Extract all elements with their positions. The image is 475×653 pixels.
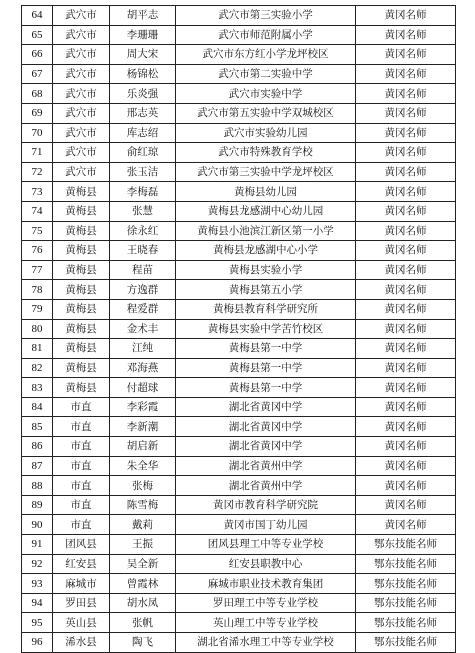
teacher-name-cell: 周大宋 [110, 45, 176, 65]
school-cell: 黄梅县教育科学研究所 [176, 299, 356, 319]
region-cell: 武穴市 [53, 25, 110, 45]
teacher-name-cell: 徐永红 [110, 221, 176, 241]
honor-title-cell: 黄冈名师 [356, 358, 456, 378]
honor-title-cell: 鄂东技能名师 [356, 613, 456, 633]
region-cell: 黄梅县 [53, 182, 110, 202]
teacher-name-cell: 李彩霞 [110, 397, 176, 417]
region-cell: 黄梅县 [53, 221, 110, 241]
school-cell: 黄梅县龙感湖中心幼儿园 [176, 201, 356, 221]
table-row [22, 417, 456, 437]
honor-title-cell: 黄冈名师 [356, 143, 456, 163]
table-row [22, 319, 456, 339]
row-number-cell: 84 [22, 397, 53, 417]
school-cell: 黄冈市国丁幼儿园 [176, 515, 356, 535]
school-cell: 湖北省黄冈中学 [176, 417, 356, 437]
table-row [22, 201, 456, 221]
school-cell: 武穴市第三实验中学龙坪校区 [176, 162, 356, 182]
table-row [22, 260, 456, 280]
school-cell: 英山理工中等专业学校 [176, 613, 356, 633]
school-cell: 湖北省浠水理工中等专业学校 [176, 633, 356, 653]
row-number-cell: 66 [22, 45, 53, 65]
honor-title-cell: 黄冈名师 [356, 162, 456, 182]
honor-title-cell: 黄冈名师 [356, 476, 456, 496]
row-number-cell: 65 [22, 25, 53, 45]
region-cell: 黄梅县 [53, 241, 110, 261]
school-cell: 黄梅县实验小学 [176, 260, 356, 280]
teacher-name-cell: 胡水凤 [110, 593, 176, 613]
region-cell: 武穴市 [53, 123, 110, 143]
honor-title-cell: 鄂东技能名师 [356, 593, 456, 613]
school-cell: 麻城市职业技术教育集团 [176, 574, 356, 594]
table-row [22, 633, 456, 653]
row-number-cell: 78 [22, 280, 53, 300]
region-cell: 黄梅县 [53, 339, 110, 359]
teacher-name-cell: 张慧 [110, 201, 176, 221]
teacher-name-cell: 张帆 [110, 613, 176, 633]
table-row [22, 6, 456, 26]
school-cell: 武穴市第二实验中学 [176, 64, 356, 84]
honor-title-cell: 黄冈名师 [356, 260, 456, 280]
teacher-name-cell: 张玉洁 [110, 162, 176, 182]
row-number-cell: 81 [22, 339, 53, 359]
table-row [22, 143, 456, 163]
honor-title-cell: 黄冈名师 [356, 397, 456, 417]
row-number-cell: 70 [22, 123, 53, 143]
row-number-cell: 80 [22, 319, 53, 339]
honor-title-cell: 黄冈名师 [356, 241, 456, 261]
row-number-cell: 95 [22, 613, 53, 633]
teacher-name-cell: 邓海燕 [110, 358, 176, 378]
school-cell: 黄梅县实验中学苦竹校区 [176, 319, 356, 339]
teacher-name-cell: 乐炎强 [110, 84, 176, 104]
teacher-name-cell: 吴全新 [110, 554, 176, 574]
teacher-name-cell: 邢志英 [110, 103, 176, 123]
honor-title-cell: 黄冈名师 [356, 456, 456, 476]
teacher-name-cell: 陈雪梅 [110, 495, 176, 515]
honor-title-cell: 鄂东技能名师 [356, 535, 456, 555]
table-row [22, 515, 456, 535]
region-cell: 武穴市 [53, 103, 110, 123]
teacher-name-cell: 金术丰 [110, 319, 176, 339]
region-cell: 黄梅县 [53, 260, 110, 280]
honor-title-cell: 黄冈名师 [356, 417, 456, 437]
teacher-name-cell: 王振 [110, 535, 176, 555]
region-cell: 英山县 [53, 613, 110, 633]
region-cell: 黄梅县 [53, 378, 110, 398]
table-row [22, 574, 456, 594]
honor-title-cell: 黄冈名师 [356, 319, 456, 339]
region-cell: 市直 [53, 417, 110, 437]
table-row [22, 84, 456, 104]
table-row [22, 299, 456, 319]
region-cell: 武穴市 [53, 84, 110, 104]
school-cell: 湖北省黄冈中学 [176, 397, 356, 417]
row-number-cell: 85 [22, 417, 53, 437]
teacher-name-cell: 王晓春 [110, 241, 176, 261]
table-row [22, 613, 456, 633]
school-cell: 武穴市师范附属小学 [176, 25, 356, 45]
teacher-name-cell: 杨锦松 [110, 64, 176, 84]
table-row [22, 162, 456, 182]
region-cell: 市直 [53, 476, 110, 496]
teacher-roster-table [21, 5, 456, 653]
school-cell: 团风县理工中等专业学校 [176, 535, 356, 555]
row-number-cell: 64 [22, 6, 53, 26]
honor-title-cell: 黄冈名师 [356, 515, 456, 535]
school-cell: 黄梅县幼儿园 [176, 182, 356, 202]
teacher-name-cell: 李梅磊 [110, 182, 176, 202]
region-cell: 武穴市 [53, 6, 110, 26]
table-row [22, 554, 456, 574]
table-row [22, 103, 456, 123]
region-cell: 黄梅县 [53, 358, 110, 378]
row-number-cell: 71 [22, 143, 53, 163]
table-row [22, 25, 456, 45]
teacher-name-cell: 俞红琼 [110, 143, 176, 163]
table-row [22, 358, 456, 378]
honor-title-cell: 黄冈名师 [356, 201, 456, 221]
row-number-cell: 69 [22, 103, 53, 123]
region-cell: 黄梅县 [53, 201, 110, 221]
honor-title-cell: 鄂东技能名师 [356, 633, 456, 653]
table-row [22, 280, 456, 300]
school-cell: 黄梅县小池滨江新区第一小学 [176, 221, 356, 241]
table-row [22, 64, 456, 84]
row-number-cell: 86 [22, 437, 53, 457]
honor-title-cell: 黄冈名师 [356, 339, 456, 359]
school-cell: 黄梅县第五小学 [176, 280, 356, 300]
row-number-cell: 76 [22, 241, 53, 261]
row-number-cell: 90 [22, 515, 53, 535]
honor-title-cell: 鄂东技能名师 [356, 574, 456, 594]
honor-title-cell: 黄冈名师 [356, 84, 456, 104]
teacher-name-cell: 陶飞 [110, 633, 176, 653]
row-number-cell: 92 [22, 554, 53, 574]
row-number-cell: 73 [22, 182, 53, 202]
row-number-cell: 91 [22, 535, 53, 555]
teacher-name-cell: 李新潮 [110, 417, 176, 437]
honor-title-cell: 黄冈名师 [356, 45, 456, 65]
row-number-cell: 68 [22, 84, 53, 104]
region-cell: 市直 [53, 515, 110, 535]
school-cell: 武穴市第五实验中学双城校区 [176, 103, 356, 123]
honor-title-cell: 黄冈名师 [356, 378, 456, 398]
row-number-cell: 82 [22, 358, 53, 378]
teacher-name-cell: 方逸群 [110, 280, 176, 300]
row-number-cell: 83 [22, 378, 53, 398]
teacher-name-cell: 库志绍 [110, 123, 176, 143]
teacher-name-cell: 曾霞林 [110, 574, 176, 594]
table-row [22, 241, 456, 261]
school-cell: 湖北省黄冈中学 [176, 437, 356, 457]
teacher-name-cell: 胡启新 [110, 437, 176, 457]
honor-title-cell: 黄冈名师 [356, 64, 456, 84]
roster-body [22, 6, 456, 653]
honor-title-cell: 鄂东技能名师 [356, 554, 456, 574]
school-cell: 黄梅县第一中学 [176, 378, 356, 398]
teacher-name-cell: 胡平志 [110, 6, 176, 26]
school-cell: 罗田理工中等专业学校 [176, 593, 356, 613]
row-number-cell: 74 [22, 201, 53, 221]
table-row [22, 437, 456, 457]
region-cell: 武穴市 [53, 45, 110, 65]
teacher-name-cell: 朱全华 [110, 456, 176, 476]
table-row [22, 476, 456, 496]
region-cell: 麻城市 [53, 574, 110, 594]
region-cell: 武穴市 [53, 162, 110, 182]
honor-title-cell: 黄冈名师 [356, 299, 456, 319]
table-row [22, 593, 456, 613]
honor-title-cell: 黄冈名师 [356, 221, 456, 241]
honor-title-cell: 黄冈名师 [356, 103, 456, 123]
region-cell: 武穴市 [53, 64, 110, 84]
row-number-cell: 75 [22, 221, 53, 241]
region-cell: 市直 [53, 495, 110, 515]
row-number-cell: 96 [22, 633, 53, 653]
table-row [22, 221, 456, 241]
school-cell: 湖北省黄州中学 [176, 476, 356, 496]
region-cell: 黄梅县 [53, 299, 110, 319]
region-cell: 浠水县 [53, 633, 110, 653]
region-cell: 团风县 [53, 535, 110, 555]
teacher-name-cell: 付超球 [110, 378, 176, 398]
school-cell: 红安县职教中心 [176, 554, 356, 574]
table-row [22, 182, 456, 202]
table-row [22, 123, 456, 143]
row-number-cell: 87 [22, 456, 53, 476]
region-cell: 武穴市 [53, 143, 110, 163]
table-row [22, 495, 456, 515]
school-cell: 湖北省黄州中学 [176, 456, 356, 476]
row-number-cell: 94 [22, 593, 53, 613]
school-cell: 武穴市第三实验小学 [176, 6, 356, 26]
region-cell: 市直 [53, 397, 110, 417]
school-cell: 武穴市东方红小学龙坪校区 [176, 45, 356, 65]
region-cell: 红安县 [53, 554, 110, 574]
table-row [22, 45, 456, 65]
row-number-cell: 93 [22, 574, 53, 594]
region-cell: 市直 [53, 456, 110, 476]
school-cell: 武穴市实验幼儿园 [176, 123, 356, 143]
region-cell: 黄梅县 [53, 280, 110, 300]
honor-title-cell: 黄冈名师 [356, 182, 456, 202]
school-cell: 黄梅县龙感湖中心小学 [176, 241, 356, 261]
school-cell: 武穴市特殊教育学校 [176, 143, 356, 163]
row-number-cell: 89 [22, 495, 53, 515]
teacher-name-cell: 江纯 [110, 339, 176, 359]
honor-title-cell: 黄冈名师 [356, 437, 456, 457]
honor-title-cell: 黄冈名师 [356, 25, 456, 45]
table-row [22, 339, 456, 359]
teacher-name-cell: 程苗 [110, 260, 176, 280]
teacher-name-cell: 李珊珊 [110, 25, 176, 45]
school-cell: 黄梅县第一中学 [176, 358, 356, 378]
honor-title-cell: 黄冈名师 [356, 123, 456, 143]
school-cell: 黄冈市教育科学研究院 [176, 495, 356, 515]
table-row [22, 456, 456, 476]
school-cell: 武穴市实验中学 [176, 84, 356, 104]
honor-title-cell: 黄冈名师 [356, 495, 456, 515]
row-number-cell: 72 [22, 162, 53, 182]
table-row [22, 378, 456, 398]
region-cell: 罗田县 [53, 593, 110, 613]
school-cell: 黄梅县第一中学 [176, 339, 356, 359]
honor-title-cell: 黄冈名师 [356, 6, 456, 26]
row-number-cell: 88 [22, 476, 53, 496]
region-cell: 市直 [53, 437, 110, 457]
table-row [22, 535, 456, 555]
teacher-name-cell: 戴莉 [110, 515, 176, 535]
region-cell: 黄梅县 [53, 319, 110, 339]
teacher-name-cell: 张梅 [110, 476, 176, 496]
honor-title-cell: 黄冈名师 [356, 280, 456, 300]
row-number-cell: 79 [22, 299, 53, 319]
teacher-name-cell: 程爱群 [110, 299, 176, 319]
row-number-cell: 77 [22, 260, 53, 280]
table-row [22, 397, 456, 417]
row-number-cell: 67 [22, 64, 53, 84]
